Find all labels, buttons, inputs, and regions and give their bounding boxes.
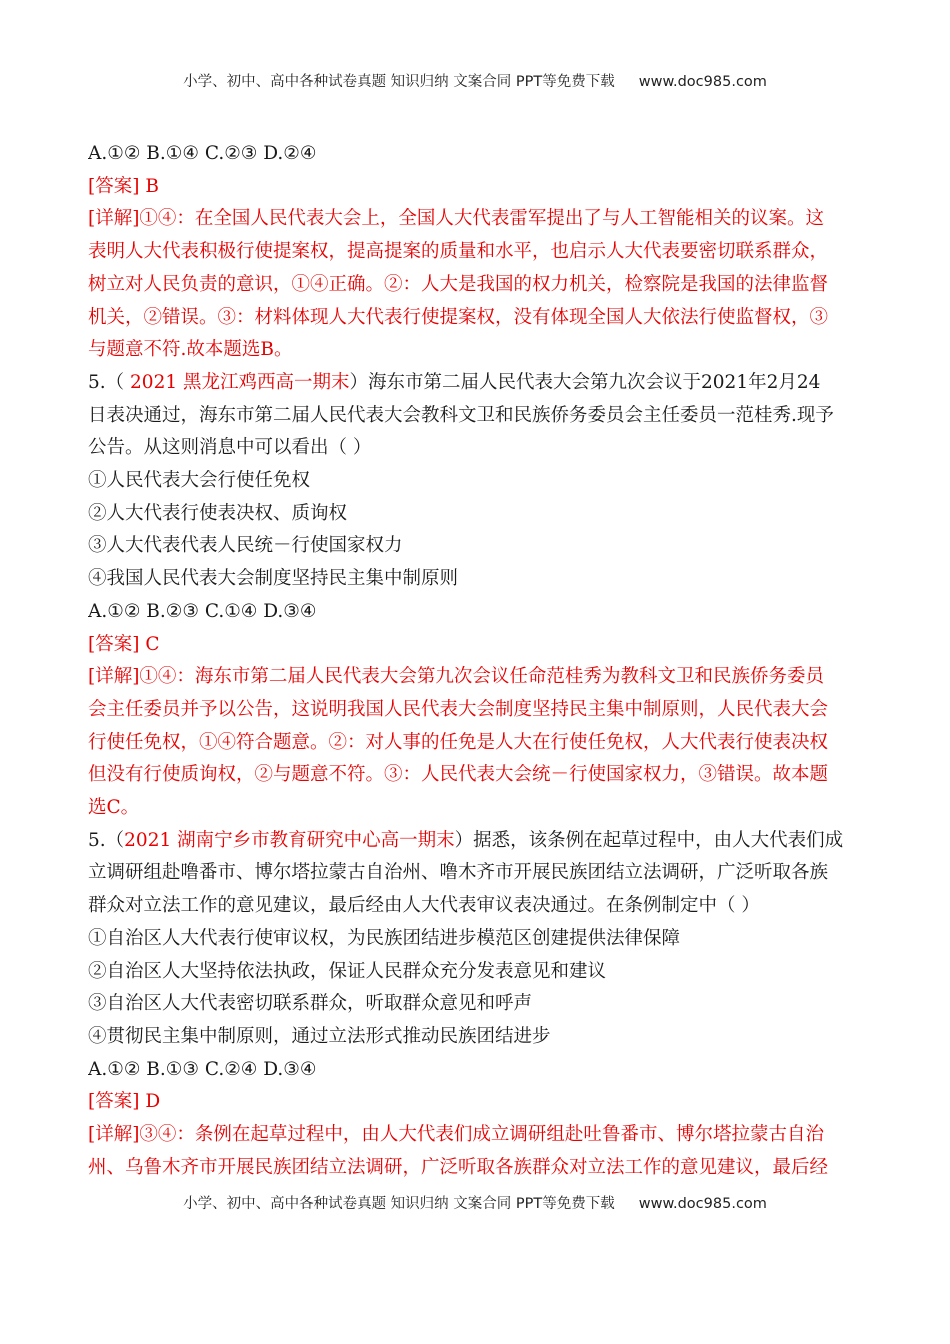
q5a-item: ④我国人民代表大会制度坚持民主集中制原则 bbox=[88, 568, 459, 590]
q5b-item: ①自治区人大代表行使审议权，为民族团结进步模范区创建提供法律保障 bbox=[88, 927, 681, 949]
q5b-item: ④贯彻民主集中制原则，通过立法形式推动民族团结进步 bbox=[88, 1025, 551, 1047]
q5b-stem-first: ）据悉，该条例在起草过程中，由人大代表们成 bbox=[454, 829, 844, 851]
q5a-item: ①人民代表大会行使任免权 bbox=[88, 470, 311, 492]
document-body bbox=[88, 138, 866, 1185]
q5a-source: 2021 黑龙江鸡西高一期末 bbox=[124, 371, 350, 393]
q5a-explanation-line: [详解]①④：海东市第二届人民代表大会第九次会议任命范桂秀为教科文卫和民族侨务委员 bbox=[88, 666, 824, 688]
q5a-item: ②人大代表行使表决权、质询权 bbox=[88, 502, 348, 524]
q5a-explanation-line: 但没有行使质询权，②与题意不符。③：人民代表大会统－行使国家权力，③错误。故本题 bbox=[88, 764, 829, 786]
q5b-item: ③自治区人大代表密切联系群众，听取群众意见和呼声 bbox=[88, 993, 533, 1015]
q5a-item: ③人大代表代表人民统－行使国家权力 bbox=[88, 535, 403, 557]
q5b-options: A.①② B.①③ C.②④ D.③④ bbox=[88, 1058, 317, 1080]
header-text: 小学、初中、高中各种试卷真题 知识归纳 文案合同 PPT等免费下载 bbox=[183, 74, 615, 90]
page-footer bbox=[0, 1192, 950, 1213]
q4-explanation-line: 表明人大代表积极行使提案权，提高提案的质量和水平，也启示人大代表要密切联系群众， bbox=[88, 241, 829, 263]
q5a-stem-line: 公告。从这则消息中可以看出（ ） bbox=[88, 437, 372, 459]
footer-url: www.doc985.com bbox=[638, 1196, 767, 1212]
q5a-prefix: 5.（ bbox=[88, 371, 125, 393]
q5a-explanation-line: 会主任委员并予以公告，这说明我国人民代表大会制度坚持民主集中制原则，人民代表大会 bbox=[88, 698, 829, 720]
q5b-explanation-line: 州、乌鲁木齐市开展民族团结立法调研，广泛听取各族群众对立法工作的意见建议，最后经 bbox=[88, 1156, 829, 1178]
q4-explanation-line: 机关，②错误。③：材料体现人大代表行使提案权，没有体现全国人大依法行使监督权，③ bbox=[88, 306, 829, 328]
q4-answer: [答案] B bbox=[88, 175, 159, 197]
q4-explanation-line: 与题意不符.故本题选B。 bbox=[88, 339, 293, 361]
q5b-prefix: 5.（ bbox=[88, 829, 125, 851]
q5a-stem bbox=[88, 367, 866, 400]
q5b-answer: [答案] D bbox=[88, 1091, 161, 1113]
q5b-stem-line: 立调研组赴噜番市、博尔塔拉蒙古自治州、噜木齐市开展民族团结立法调研，广泛听取各族 bbox=[88, 862, 829, 884]
q5a-explanation-line: 选C。 bbox=[88, 797, 140, 819]
q4-explanation-line: 树立对人民负责的意识，①④正确。②：人大是我国的权力机关，检察院是我国的法律监督 bbox=[88, 273, 829, 295]
q5b-explanation-line: [详解]③④：条例在起草过程中，由人大代表们成立调研组赴吐鲁番市、博尔塔拉蒙古自治 bbox=[88, 1124, 824, 1146]
page-header bbox=[0, 70, 950, 91]
footer-text: 小学、初中、高中各种试卷真题 知识归纳 文案合同 PPT等免费下载 bbox=[183, 1196, 615, 1212]
q5a-answer: [答案] C bbox=[88, 633, 160, 655]
q5b-source: 2021 湖南宁乡市教育研究中心高一期末 bbox=[124, 829, 455, 851]
q5b-stem-line: 群众对立法工作的意见建议，最后经由人大代表审议表决通过。在条例制定中（ ） bbox=[88, 895, 760, 917]
header-url: www.doc985.com bbox=[638, 74, 767, 90]
q5a-options: A.①② B.②③ C.①④ D.③④ bbox=[88, 600, 317, 622]
q5a-stem-line: 日表决通过，海东市第二届人民代表大会教科文卫和民族侨务委员会主任委员一范桂秀.现予 bbox=[88, 404, 834, 426]
q5a-stem-first: ）海东市第二届人民代表大会第九次会议于2021年2月24 bbox=[349, 371, 821, 393]
q5a-explanation-line: 行使任免权，①④符合题意。②：对人事的任免是人大在行使任免权，人大代表行使表决权 bbox=[88, 731, 829, 753]
q5b-stem bbox=[88, 825, 866, 858]
q4-explanation-line: [详解]①④：在全国人民代表大会上，全国人大代表雷军提出了与人工智能相关的议案。这 bbox=[88, 208, 824, 230]
q4-options: A.①② B.①④ C.②③ D.②④ bbox=[88, 143, 317, 164]
q5b-item: ②自治区人大坚持依法执政，保证人民群众充分发表意见和建议 bbox=[88, 960, 607, 982]
